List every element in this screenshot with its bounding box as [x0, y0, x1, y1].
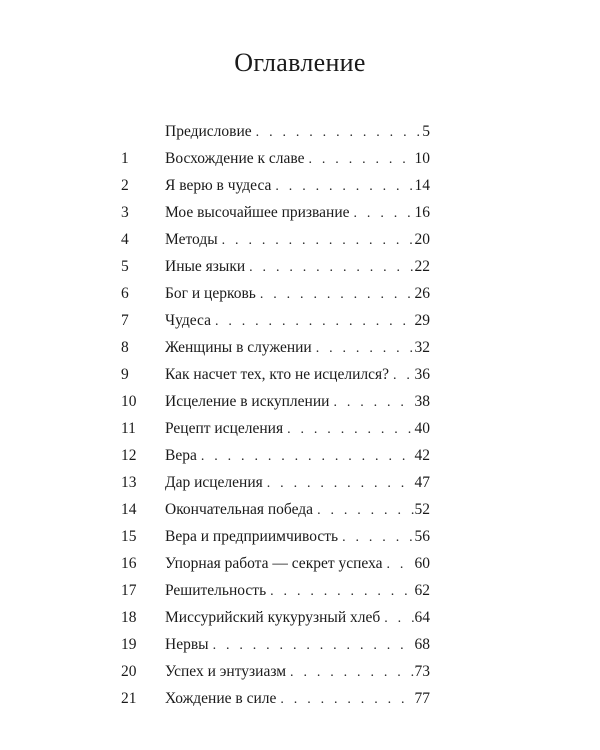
chapter-title: Миссурийский кукурузный хлеб [165, 609, 381, 626]
toc-line [165, 226, 430, 254]
dot-leader [354, 200, 414, 227]
chapter-title: Вера и предприимчивость [165, 528, 339, 545]
toc-line [165, 469, 430, 497]
chapter-title: Предисловие [165, 123, 252, 140]
page-number: 60 [414, 555, 430, 572]
chapter-number: 17 [121, 582, 137, 599]
toc-entry [0, 199, 600, 226]
toc-entry [0, 307, 600, 334]
chapter-number: 14 [121, 501, 137, 518]
table-of-contents [0, 118, 600, 712]
page-number: 64 [414, 609, 430, 626]
chapter-title: Методы [165, 231, 218, 248]
toc-line [165, 253, 430, 281]
toc-line [165, 307, 430, 335]
toc-entry [0, 253, 600, 280]
chapter-title: Успех и энтузиазм [165, 663, 287, 680]
page-number: 10 [414, 150, 430, 167]
toc-entry [0, 550, 600, 577]
chapter-number: 8 [121, 339, 129, 356]
toc-line [165, 280, 430, 308]
toc-line [165, 118, 430, 146]
toc-line [165, 631, 430, 659]
chapter-number: 4 [121, 231, 129, 248]
chapter-number: 7 [121, 312, 129, 329]
toc-line [165, 658, 430, 686]
page-number: 40 [414, 420, 430, 437]
page-number: 68 [414, 636, 430, 653]
toc-line [165, 199, 430, 227]
toc-entry [0, 172, 600, 199]
page-number: 56 [414, 528, 430, 545]
chapter-title: Чудеса [165, 312, 211, 329]
chapter-title: Мое высочайшее призвание [165, 204, 350, 221]
toc-line [165, 415, 430, 443]
chapter-title: Хождение в силе [165, 690, 277, 707]
chapter-number: 2 [121, 177, 129, 194]
toc-line [165, 685, 430, 713]
toc-entry [0, 631, 600, 658]
chapter-title: Окончательная победа [165, 501, 314, 518]
toc-entry [0, 577, 600, 604]
chapter-number: 15 [121, 528, 137, 545]
toc-line [165, 604, 430, 632]
page-number: 62 [414, 582, 430, 599]
toc-entry [0, 658, 600, 685]
toc-entry [0, 604, 600, 631]
dot-leader [384, 605, 413, 632]
chapter-title: Иные языки [165, 258, 246, 275]
dot-leader [287, 416, 413, 443]
chapter-title: Восхождение к славе [165, 150, 305, 167]
toc-line [165, 442, 430, 470]
page-number: 52 [414, 501, 430, 518]
dot-leader [387, 551, 414, 578]
chapter-number: 20 [121, 663, 137, 680]
toc-line [165, 523, 430, 551]
page-number: 38 [414, 393, 430, 410]
chapter-number: 1 [121, 150, 129, 167]
toc-entry [0, 523, 600, 550]
dot-leader [201, 443, 414, 470]
toc-entry [0, 280, 600, 307]
chapter-title: Вера [165, 447, 197, 464]
toc-line [165, 145, 430, 173]
toc-line [165, 577, 430, 605]
toc-line [165, 334, 430, 362]
dot-leader [290, 659, 413, 686]
chapter-number: 10 [121, 393, 137, 410]
chapter-title: Женщины в служении [165, 339, 312, 356]
chapter-number: 3 [121, 204, 129, 221]
dot-leader [249, 254, 413, 281]
page-number: 32 [414, 339, 430, 356]
dot-leader [280, 686, 413, 713]
page-number: 14 [414, 177, 430, 194]
chapter-number: 18 [121, 609, 137, 626]
chapter-title: Рецепт исцеления [165, 420, 284, 437]
page-number: 42 [414, 447, 430, 464]
chapter-title: Исцеление в искуплении [165, 393, 330, 410]
dot-leader [275, 173, 413, 200]
toc-line [165, 496, 430, 524]
page-number: 16 [414, 204, 430, 221]
chapter-title: Бог и церковь [165, 285, 256, 302]
toc-line [165, 172, 430, 200]
page-number: 36 [414, 366, 430, 383]
dot-leader [222, 227, 414, 254]
toc-entry [0, 685, 600, 712]
page-number: 5 [422, 123, 430, 140]
dot-leader [270, 578, 413, 605]
dot-leader [213, 632, 414, 659]
page-number: 22 [414, 258, 430, 275]
dot-leader [317, 497, 413, 524]
toc-entry [0, 334, 600, 361]
toc-entry [0, 496, 600, 523]
toc-entry [0, 226, 600, 253]
page-number: 77 [414, 690, 430, 707]
toc-entry [0, 118, 600, 145]
chapter-title: Я верю в чудеса [165, 177, 272, 194]
chapter-number: 11 [121, 420, 136, 437]
chapter-number: 16 [121, 555, 137, 572]
chapter-number: 19 [121, 636, 137, 653]
chapter-number: 5 [121, 258, 129, 275]
chapter-title: Нервы [165, 636, 209, 653]
page-title: Оглавление [234, 48, 366, 77]
chapter-title: Как насчет тех, кто не исцелился? [165, 366, 390, 383]
page-number: 29 [414, 312, 430, 329]
toc-entry [0, 388, 600, 415]
toc-entry [0, 145, 600, 172]
toc-entry [0, 415, 600, 442]
dot-leader [309, 146, 414, 173]
chapter-number: 13 [121, 474, 137, 491]
toc-line [165, 361, 430, 389]
dot-leader [393, 362, 413, 389]
page-number: 73 [414, 663, 430, 680]
toc-entry [0, 442, 600, 469]
chapter-number: 9 [121, 366, 129, 383]
page-number: 20 [414, 231, 430, 248]
dot-leader [342, 524, 413, 551]
dot-leader [260, 281, 414, 308]
toc-entry [0, 469, 600, 496]
chapter-title: Решительность [165, 582, 267, 599]
dot-leader [256, 119, 422, 146]
chapter-number: 6 [121, 285, 129, 302]
dot-leader [215, 308, 414, 335]
page-number: 47 [414, 474, 430, 491]
chapter-title: Упорная работа — секрет успеха [165, 555, 383, 572]
dot-leader [333, 389, 413, 416]
chapter-title: Дар исцеления [165, 474, 263, 491]
dot-leader [316, 335, 414, 362]
page-number: 26 [414, 285, 430, 302]
toc-line [165, 388, 430, 416]
chapter-number: 21 [121, 690, 137, 707]
chapter-number: 12 [121, 447, 137, 464]
dot-leader [267, 470, 414, 497]
toc-entry [0, 361, 600, 388]
toc-line [165, 550, 430, 578]
